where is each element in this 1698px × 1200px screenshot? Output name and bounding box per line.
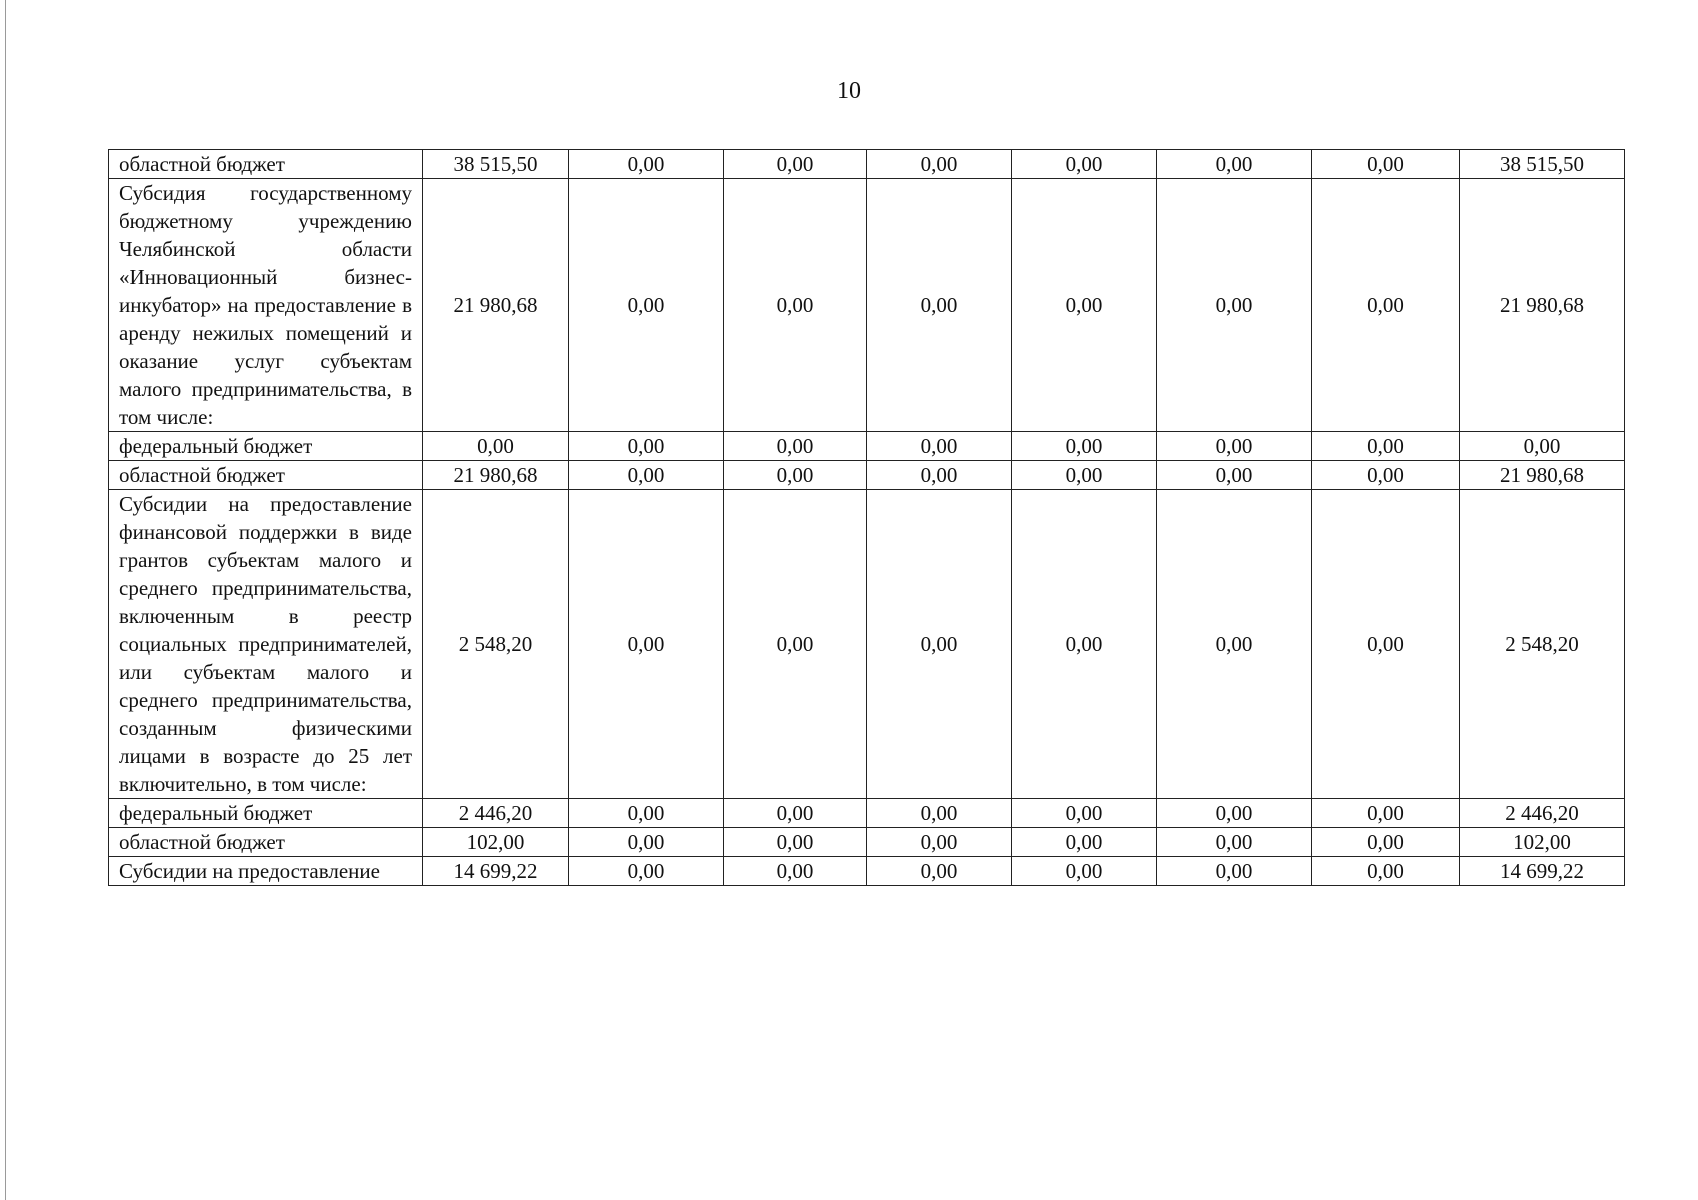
row-label: Субсидия государственному бюджетному учреждению Челябинской области «Инновационный бизнес-инкубатор» на предоставление в аренду нежилых помещений и оказание услуг субъектам малого предпринимательства, в том числе:: [109, 179, 423, 432]
cell-value: 0,00: [1312, 432, 1460, 461]
cell-value: 38 515,50: [1460, 150, 1625, 179]
cell-value: 21 980,68: [1460, 461, 1625, 490]
cell-value: 0,00: [1012, 857, 1157, 886]
cell-value: 0,00: [1012, 490, 1157, 799]
cell-value: 0,00: [1312, 799, 1460, 828]
cell-value: 0,00: [1312, 179, 1460, 432]
cell-value: 0,00: [569, 857, 724, 886]
cell-value: 102,00: [423, 828, 569, 857]
table-row: [109, 150, 1625, 179]
budget-table: [108, 149, 1625, 886]
cell-value: 0,00: [724, 432, 867, 461]
cell-value: 102,00: [1460, 828, 1625, 857]
cell-value: 0,00: [1157, 461, 1312, 490]
row-label: областной бюджет: [109, 828, 423, 857]
cell-value: 0,00: [1460, 432, 1625, 461]
row-label: областной бюджет: [109, 150, 423, 179]
cell-value: 0,00: [569, 799, 724, 828]
cell-value: 0,00: [569, 461, 724, 490]
cell-value: 2 446,20: [423, 799, 569, 828]
cell-value: 0,00: [867, 857, 1012, 886]
row-label: Субсидии на предоставление: [109, 857, 423, 886]
row-label: областной бюджет: [109, 461, 423, 490]
row-label: федеральный бюджет: [109, 799, 423, 828]
cell-value: 0,00: [1012, 150, 1157, 179]
cell-value: 0,00: [1012, 828, 1157, 857]
cell-value: 21 980,68: [1460, 179, 1625, 432]
cell-value: 0,00: [569, 432, 724, 461]
scan-edge-line: [5, 0, 6, 1200]
cell-value: 0,00: [867, 179, 1012, 432]
cell-value: 2 548,20: [1460, 490, 1625, 799]
cell-value: 0,00: [1312, 828, 1460, 857]
cell-value: 0,00: [1012, 461, 1157, 490]
cell-value: 0,00: [867, 150, 1012, 179]
cell-value: 0,00: [867, 799, 1012, 828]
cell-value: 0,00: [1312, 461, 1460, 490]
cell-value: 0,00: [867, 490, 1012, 799]
table-row: [109, 461, 1625, 490]
cell-value: 0,00: [1157, 799, 1312, 828]
table-row: [109, 179, 1625, 432]
cell-value: 0,00: [867, 461, 1012, 490]
cell-value: 2 446,20: [1460, 799, 1625, 828]
cell-value: 0,00: [1157, 857, 1312, 886]
table-row: [109, 828, 1625, 857]
table-row: [109, 857, 1625, 886]
cell-value: 21 980,68: [423, 179, 569, 432]
table-row: [109, 432, 1625, 461]
cell-value: 0,00: [724, 490, 867, 799]
cell-value: 0,00: [569, 150, 724, 179]
cell-value: 0,00: [724, 799, 867, 828]
cell-value: 0,00: [1312, 150, 1460, 179]
cell-value: 0,00: [724, 179, 867, 432]
cell-value: 0,00: [1312, 490, 1460, 799]
cell-value: 0,00: [1157, 150, 1312, 179]
cell-value: 0,00: [867, 828, 1012, 857]
cell-value: 21 980,68: [423, 461, 569, 490]
cell-value: 0,00: [867, 432, 1012, 461]
cell-value: 0,00: [724, 150, 867, 179]
cell-value: 0,00: [1012, 799, 1157, 828]
cell-value: 0,00: [569, 490, 724, 799]
row-label: федеральный бюджет: [109, 432, 423, 461]
row-label: Субсидии на предоставление финансовой поддержки в виде грантов субъектам малого и среднего предпринимательства, включенным в реестр социальных предпринимателей, или субъектам малого и среднего предпринимательства, созданным физическими лицами в возрасте до 25 лет включительно, в том числе:: [109, 490, 423, 799]
cell-value: 0,00: [724, 461, 867, 490]
table-row: [109, 490, 1625, 799]
cell-value: 0,00: [724, 857, 867, 886]
cell-value: 2 548,20: [423, 490, 569, 799]
cell-value: 14 699,22: [423, 857, 569, 886]
cell-value: 0,00: [1012, 179, 1157, 432]
cell-value: 0,00: [1157, 828, 1312, 857]
cell-value: 0,00: [1312, 857, 1460, 886]
cell-value: 0,00: [1157, 179, 1312, 432]
cell-value: 0,00: [724, 828, 867, 857]
cell-value: 38 515,50: [423, 150, 569, 179]
cell-value: 0,00: [569, 828, 724, 857]
page-number: 10: [837, 78, 861, 104]
table-row: [109, 799, 1625, 828]
cell-value: 0,00: [1157, 432, 1312, 461]
cell-value: 0,00: [1157, 490, 1312, 799]
cell-value: 0,00: [1012, 432, 1157, 461]
cell-value: 0,00: [423, 432, 569, 461]
cell-value: 0,00: [569, 179, 724, 432]
cell-value: 14 699,22: [1460, 857, 1625, 886]
